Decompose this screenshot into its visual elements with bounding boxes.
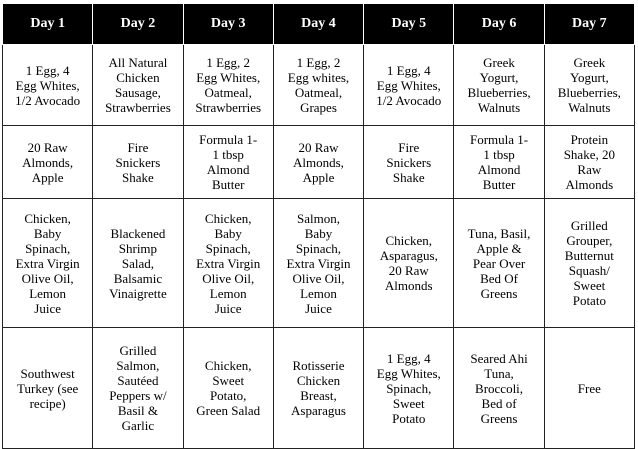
table-cell: Blackened Shrimp Salad, Balsamic Vinaigrette (93, 199, 183, 328)
table-cell: Seared Ahi Tuna, Broccoli, Bed of Greens (454, 328, 544, 449)
table-cell: Fire Snickers Shake (364, 126, 454, 199)
meal-plan-table (2, 3, 635, 449)
table-cell: 20 Raw Almonds, Apple (3, 126, 93, 199)
table-cell: Grilled Grouper, Butternut Squash/ Sweet Potato (544, 199, 634, 328)
table-cell: Formula 1- 1 tbsp Almond Butter (183, 126, 273, 199)
table-cell: Protein Shake, 20 Raw Almonds (544, 126, 634, 199)
table-cell: Greek Yogurt, Blueberries, Walnuts (454, 45, 544, 126)
header-day-1: Day 1 (3, 4, 93, 45)
table-cell: Chicken, Baby Spinach, Extra Virgin Olive Oil, Lemon Juice (183, 199, 273, 328)
table-cell: All Natural Chicken Sausage, Strawberries (93, 45, 183, 126)
table-cell: 1 Egg, 2 Egg Whites, Oatmeal, Strawberries (183, 45, 273, 126)
table-cell: Greek Yogurt, Blueberries, Walnuts (544, 45, 634, 126)
table-cell: Free (544, 328, 634, 449)
header-day-2: Day 2 (93, 4, 183, 45)
table-cell: Formula 1- 1 tbsp Almond Butter (454, 126, 544, 199)
table-cell: Chicken, Sweet Potato, Green Salad (183, 328, 273, 449)
table-cell: Fire Snickers Shake (93, 126, 183, 199)
table-row (3, 45, 635, 126)
table-cell: Chicken, Baby Spinach, Extra Virgin Olive Oil, Lemon Juice (3, 199, 93, 328)
table-cell: Grilled Salmon, Sautéed Peppers w/ Basil & Garlic (93, 328, 183, 449)
table-cell: 1 Egg, 4 Egg Whites, 1/2 Avocado (364, 45, 454, 126)
table-row (3, 199, 635, 328)
table-cell: Southwest Turkey (see recipe) (3, 328, 93, 449)
table-cell: 1 Egg, 2 Egg whites, Oatmeal, Grapes (273, 45, 363, 126)
header-day-5: Day 5 (364, 4, 454, 45)
table-cell: 20 Raw Almonds, Apple (273, 126, 363, 199)
header-day-6: Day 6 (454, 4, 544, 45)
table-cell: Rotisserie Chicken Breast, Asparagus (273, 328, 363, 449)
table-row (3, 328, 635, 449)
table-cell: Chicken, Asparagus, 20 Raw Almonds (364, 199, 454, 328)
table-cell: Tuna, Basil, Apple & Pear Over Bed Of Greens (454, 199, 544, 328)
header-day-4: Day 4 (273, 4, 363, 45)
table-cell: 1 Egg, 4 Egg Whites, 1/2 Avocado (3, 45, 93, 126)
header-day-7: Day 7 (544, 4, 634, 45)
header-day-3: Day 3 (183, 4, 273, 45)
table-cell: 1 Egg, 4 Egg Whites, Spinach, Sweet Potato (364, 328, 454, 449)
table-cell: Salmon, Baby Spinach, Extra Virgin Olive Oil, Lemon Juice (273, 199, 363, 328)
table-row (3, 126, 635, 199)
header-row (3, 4, 635, 45)
